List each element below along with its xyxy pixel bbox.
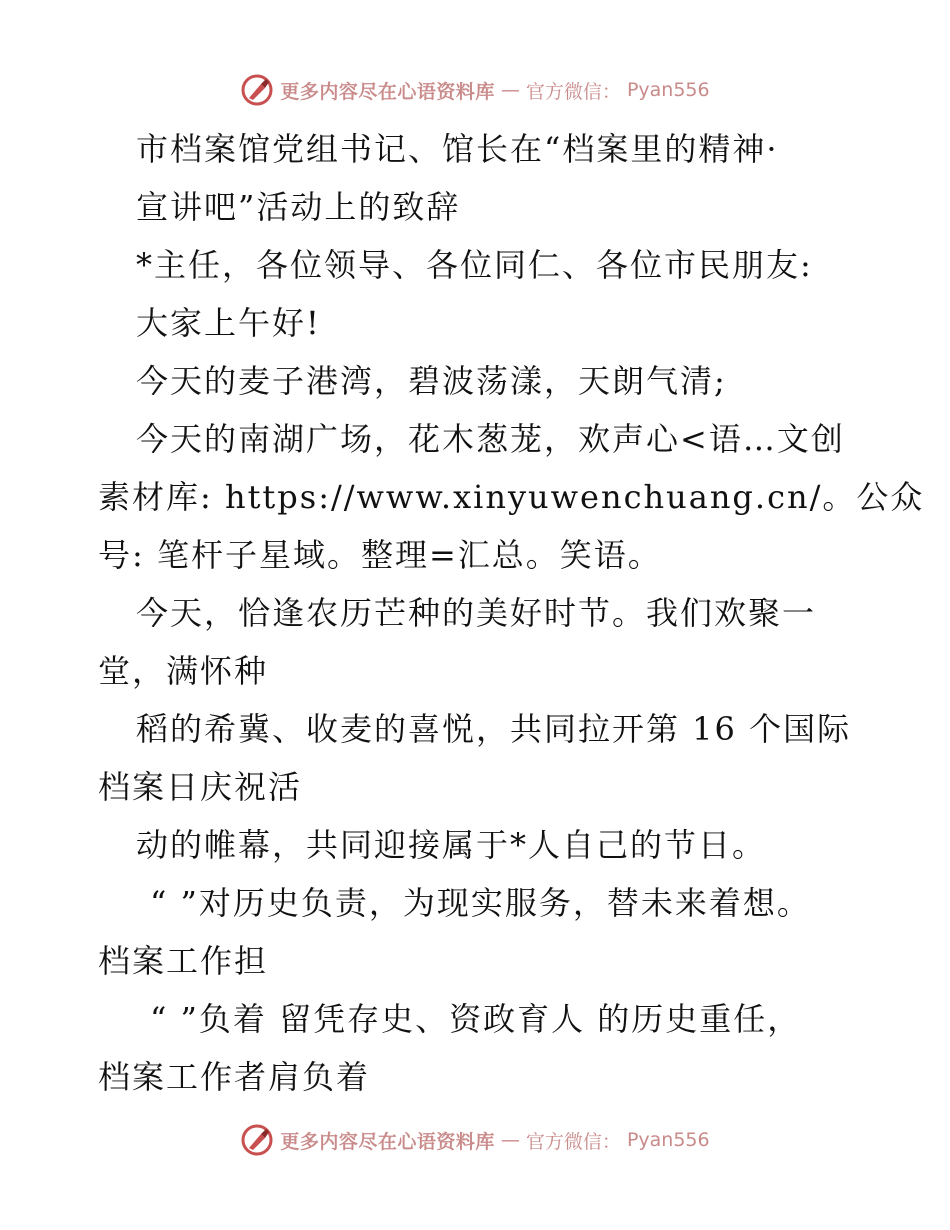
watermark-separator: — [500, 79, 520, 101]
paragraph-line: “ ”对历史负责，为现实服务，替未来着想。 [150, 884, 811, 922]
paragraph-line: 档案日庆祝活 [98, 768, 303, 806]
pen-nib-circle-logo-icon [240, 73, 274, 107]
paragraph-line: 动的帷幕，共同迎接属于*人自己的节日。 [136, 826, 767, 864]
header-watermark [0, 68, 950, 112]
paragraph-line: 今天的南湖广场，花木葱茏，欢声心<语…文创 [136, 420, 845, 458]
watermark-brand-text: 更多内容尽在心语资料库 [280, 80, 495, 103]
greeting: 大家上午好! [136, 304, 321, 342]
watermark-wechat-label: 官方微信： [525, 80, 621, 103]
watermark-wechat-label: 官方微信： [525, 1130, 621, 1153]
title-line-1: 市档案馆党组书记、馆长在“档案里的精神· [136, 130, 779, 168]
footer-watermark [0, 1118, 950, 1162]
document-body [98, 120, 925, 1106]
paragraph-line: 档案工作担 [98, 942, 269, 980]
watermark-separator: — [500, 1129, 520, 1151]
title-line-2: 宣讲吧”活动上的致辞 [136, 188, 461, 226]
watermark-wechat-id: Pyan556 [626, 79, 710, 101]
paragraph-line: 素材库: https://www.xinyuwenchuang.cn/。公众 [98, 478, 925, 516]
paragraph-line: 今天的麦子港湾，碧波荡漾，天朗气清; [136, 362, 727, 400]
pen-nib-circle-logo-icon [240, 1123, 274, 1157]
paragraph-line: 档案工作者肩负着 [98, 1058, 371, 1096]
salutation: *主任，各位领导、各位同仁、各位市民朋友: [136, 246, 813, 284]
paragraph-line: 号: 笔杆子星域。整理=汇总。笑语。 [98, 536, 662, 574]
watermark-brand-text: 更多内容尽在心语资料库 [280, 1130, 495, 1153]
paragraph-line: 堂，满怀种 [98, 652, 269, 690]
paragraph-line: “ ”负着 留凭存史、资政育人 的历史重任， [150, 1000, 802, 1038]
paragraph-line: 今天，恰逢农历芒种的美好时节。我们欢聚一 [136, 594, 817, 632]
paragraph-line: 稻的希冀、收麦的喜悦，共同拉开第 16 个国际 [136, 710, 852, 748]
watermark-wechat-id: Pyan556 [626, 1129, 710, 1151]
